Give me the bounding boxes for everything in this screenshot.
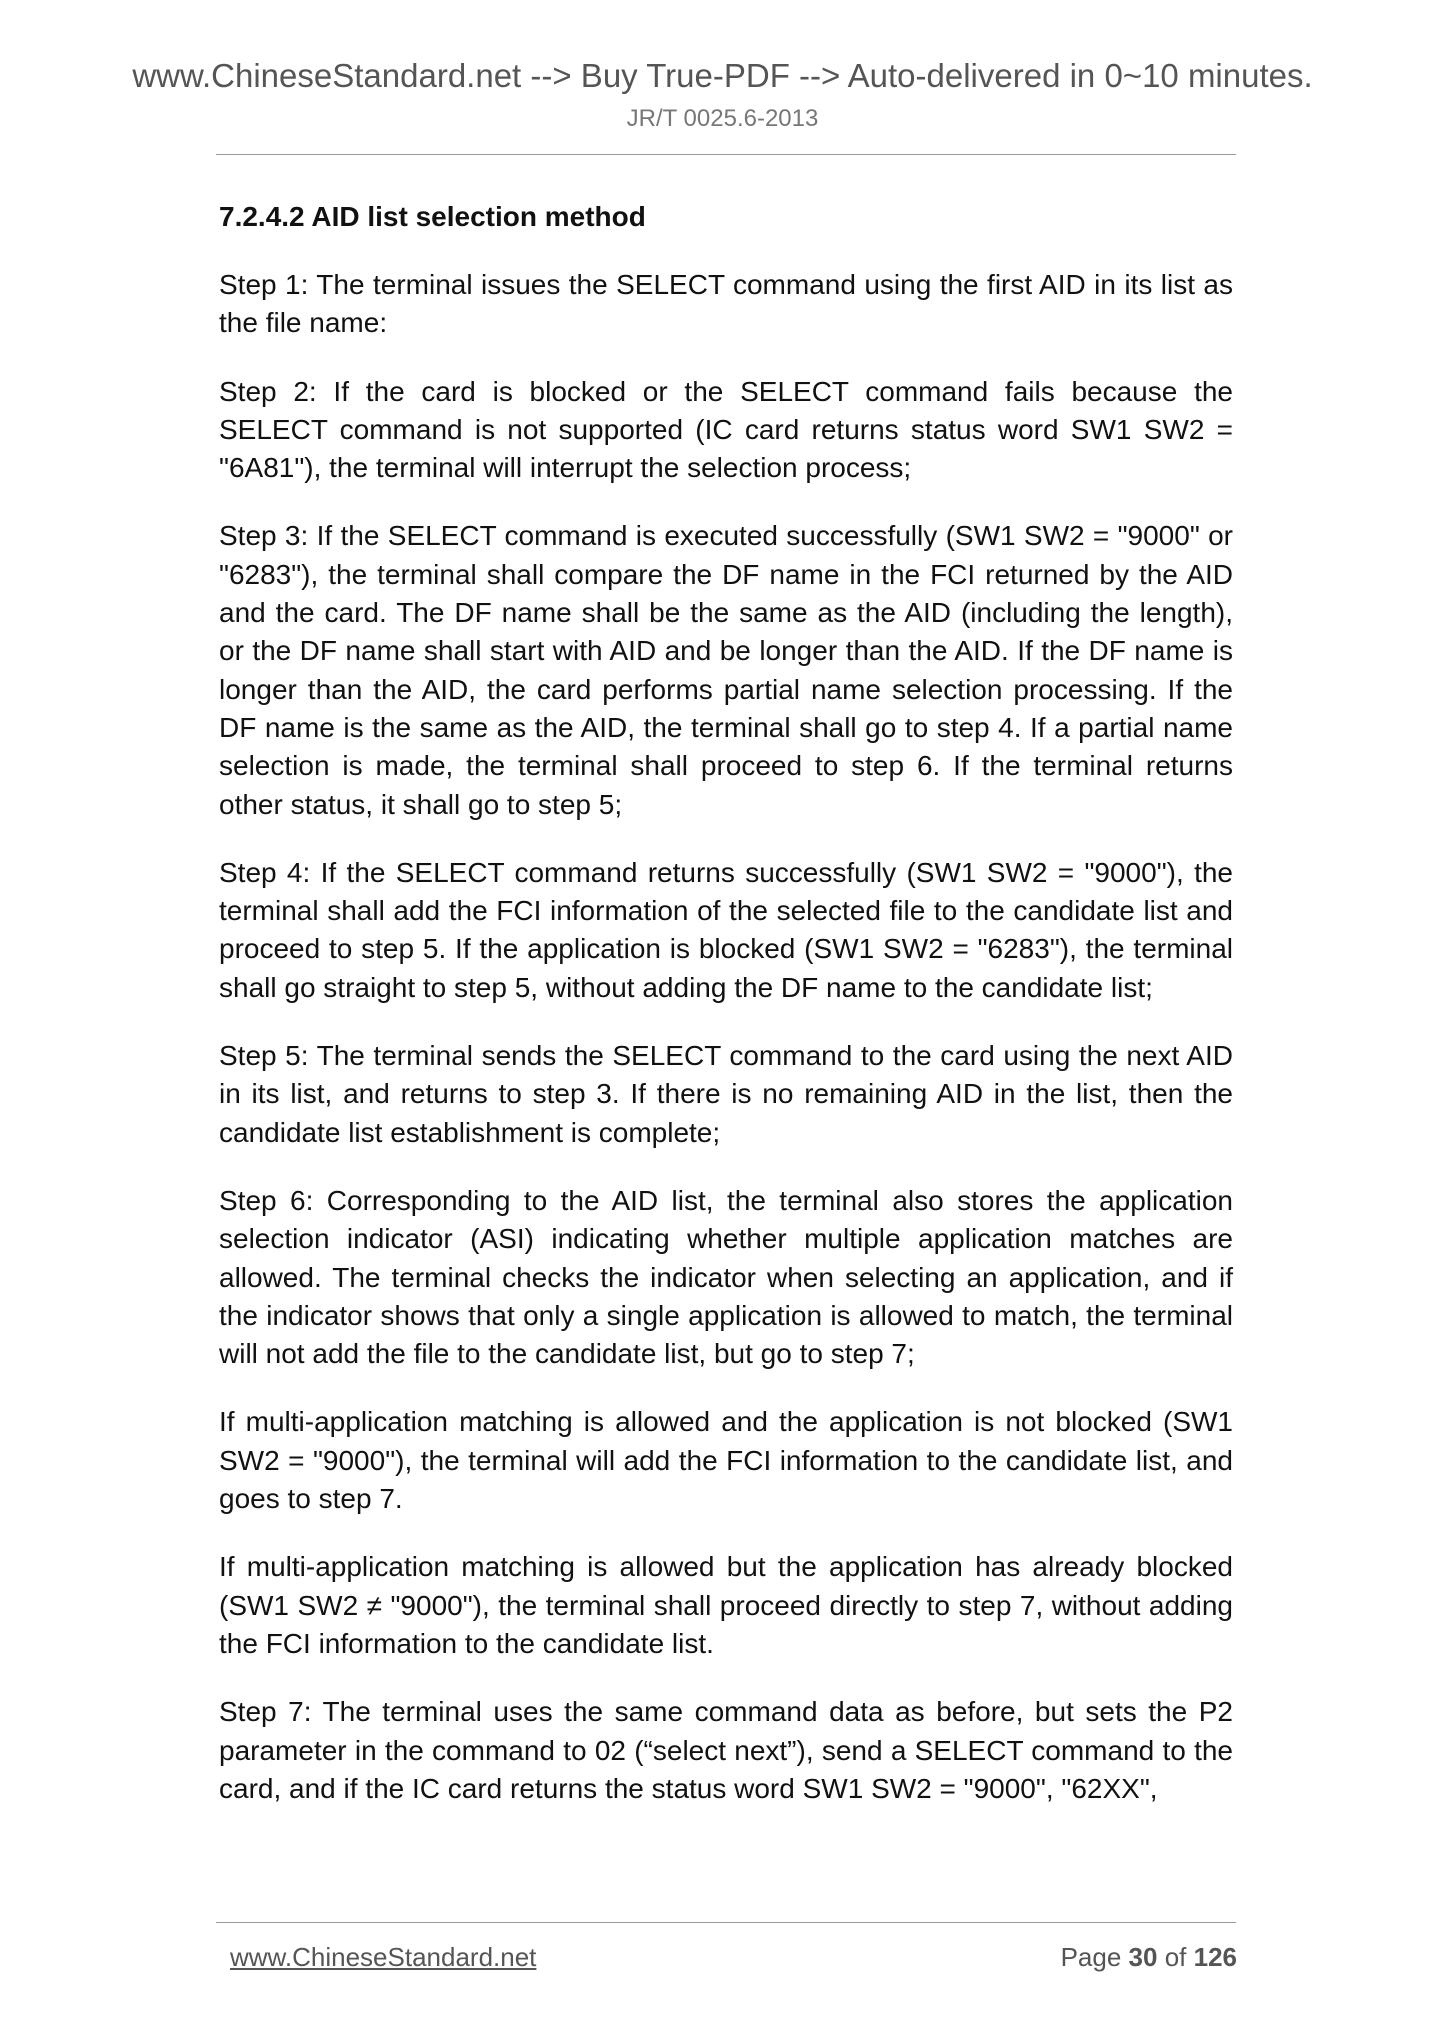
paragraph-step-4: Step 4: If the SELECT command returns successfully (SW1 SW2 = "9000"), the terminal shall add the FCI information of the selected file to the candidate list and proceed to step 5. If the application is blocked (SW1 SW2 = "6283"), the terminal shall go straight to step 5, without adding the DF name to the candidate list; bbox=[219, 856, 1233, 1003]
footer-website-link[interactable]: www.ChineseStandard.net bbox=[230, 1942, 537, 1972]
footer-divider bbox=[216, 1922, 1236, 1923]
paragraph-step-1: Step 1: The terminal issues the SELECT command using the first AID in its list as the file name: bbox=[219, 269, 1233, 339]
page-current: 30 bbox=[1128, 1942, 1158, 1972]
paragraph-step-5: Step 5: The terminal sends the SELECT command to the card using the next AID in its list, and returns to step 3. If there is no remaining AID in the list, then the candidate list establishment is complete; bbox=[219, 1040, 1233, 1148]
page-number bbox=[1061, 1941, 1237, 1973]
document-number: JR/T 0025.6-2013 bbox=[626, 105, 819, 132]
paragraph-step-6: Step 6: Corresponding to the AID list, the terminal also stores the application selection indicator (ASI) indicating whether multiple application matches are allowed. The terminal checks the indicator when selecting an application, and if the indicator shows that only a single application is allowed to match, the terminal will not add the file to the candidate list, but go to step 7; bbox=[219, 1184, 1233, 1370]
page-content bbox=[219, 198, 1233, 1838]
paragraph-multi-app-allowed: If multi-application matching is allowed and the application is not blocked (SW1 SW2 = "9000"), the terminal will add the FCI information to the candidate list, and goes to step 7. bbox=[219, 1406, 1233, 1515]
section-heading: 7.2.4.2 AID list selection method bbox=[219, 201, 646, 232]
header-divider bbox=[216, 154, 1236, 155]
page-of: of bbox=[1164, 1942, 1187, 1972]
page-word: Page bbox=[1060, 1942, 1122, 1972]
paragraph-multi-app-blocked: If multi-application matching is allowed but the application has already blocked (SW1 SW2 ≠ "9000"), the terminal shall proceed directly to step 7, without adding the FCI information to the candidate list. bbox=[219, 1551, 1233, 1659]
paragraph-step-7: Step 7: The terminal uses the same command data as before, but sets the P2 parameter in the command to 02 (“select next”), send a SELECT command to the card, and if the IC card returns the status word SW1 SW2 = "9000", "62XX", bbox=[219, 1696, 1233, 1804]
paragraph-step-3: Step 3: If the SELECT command is executed successfully (SW1 SW2 = "9000" or "6283"), the terminal shall compare the DF name in the FCI returned by the AID and the card. The DF name shall be the same as the AID (including the length), or the DF name shall start with AID and be longer than the AID. If the DF name is longer than the AID, the card performs partial name selection processing. If the DF name is the same as the AID, the terminal shall go to step 4. If a partial name selection is made, the terminal shall proceed to step 6. If the terminal returns other status, it shall go to step 5; bbox=[219, 520, 1233, 820]
header-banner: www.ChineseStandard.net --> Buy True-PDF --> Auto-delivered in 0~10 minutes. bbox=[132, 57, 1313, 94]
paragraph-step-2: Step 2: If the card is blocked or the SELECT command fails because the SELECT command is not supported (IC card returns status word SW1 SW2 = "6A81"), the terminal will interrupt the selection process; bbox=[219, 375, 1233, 484]
page-total: 126 bbox=[1193, 1942, 1237, 1972]
